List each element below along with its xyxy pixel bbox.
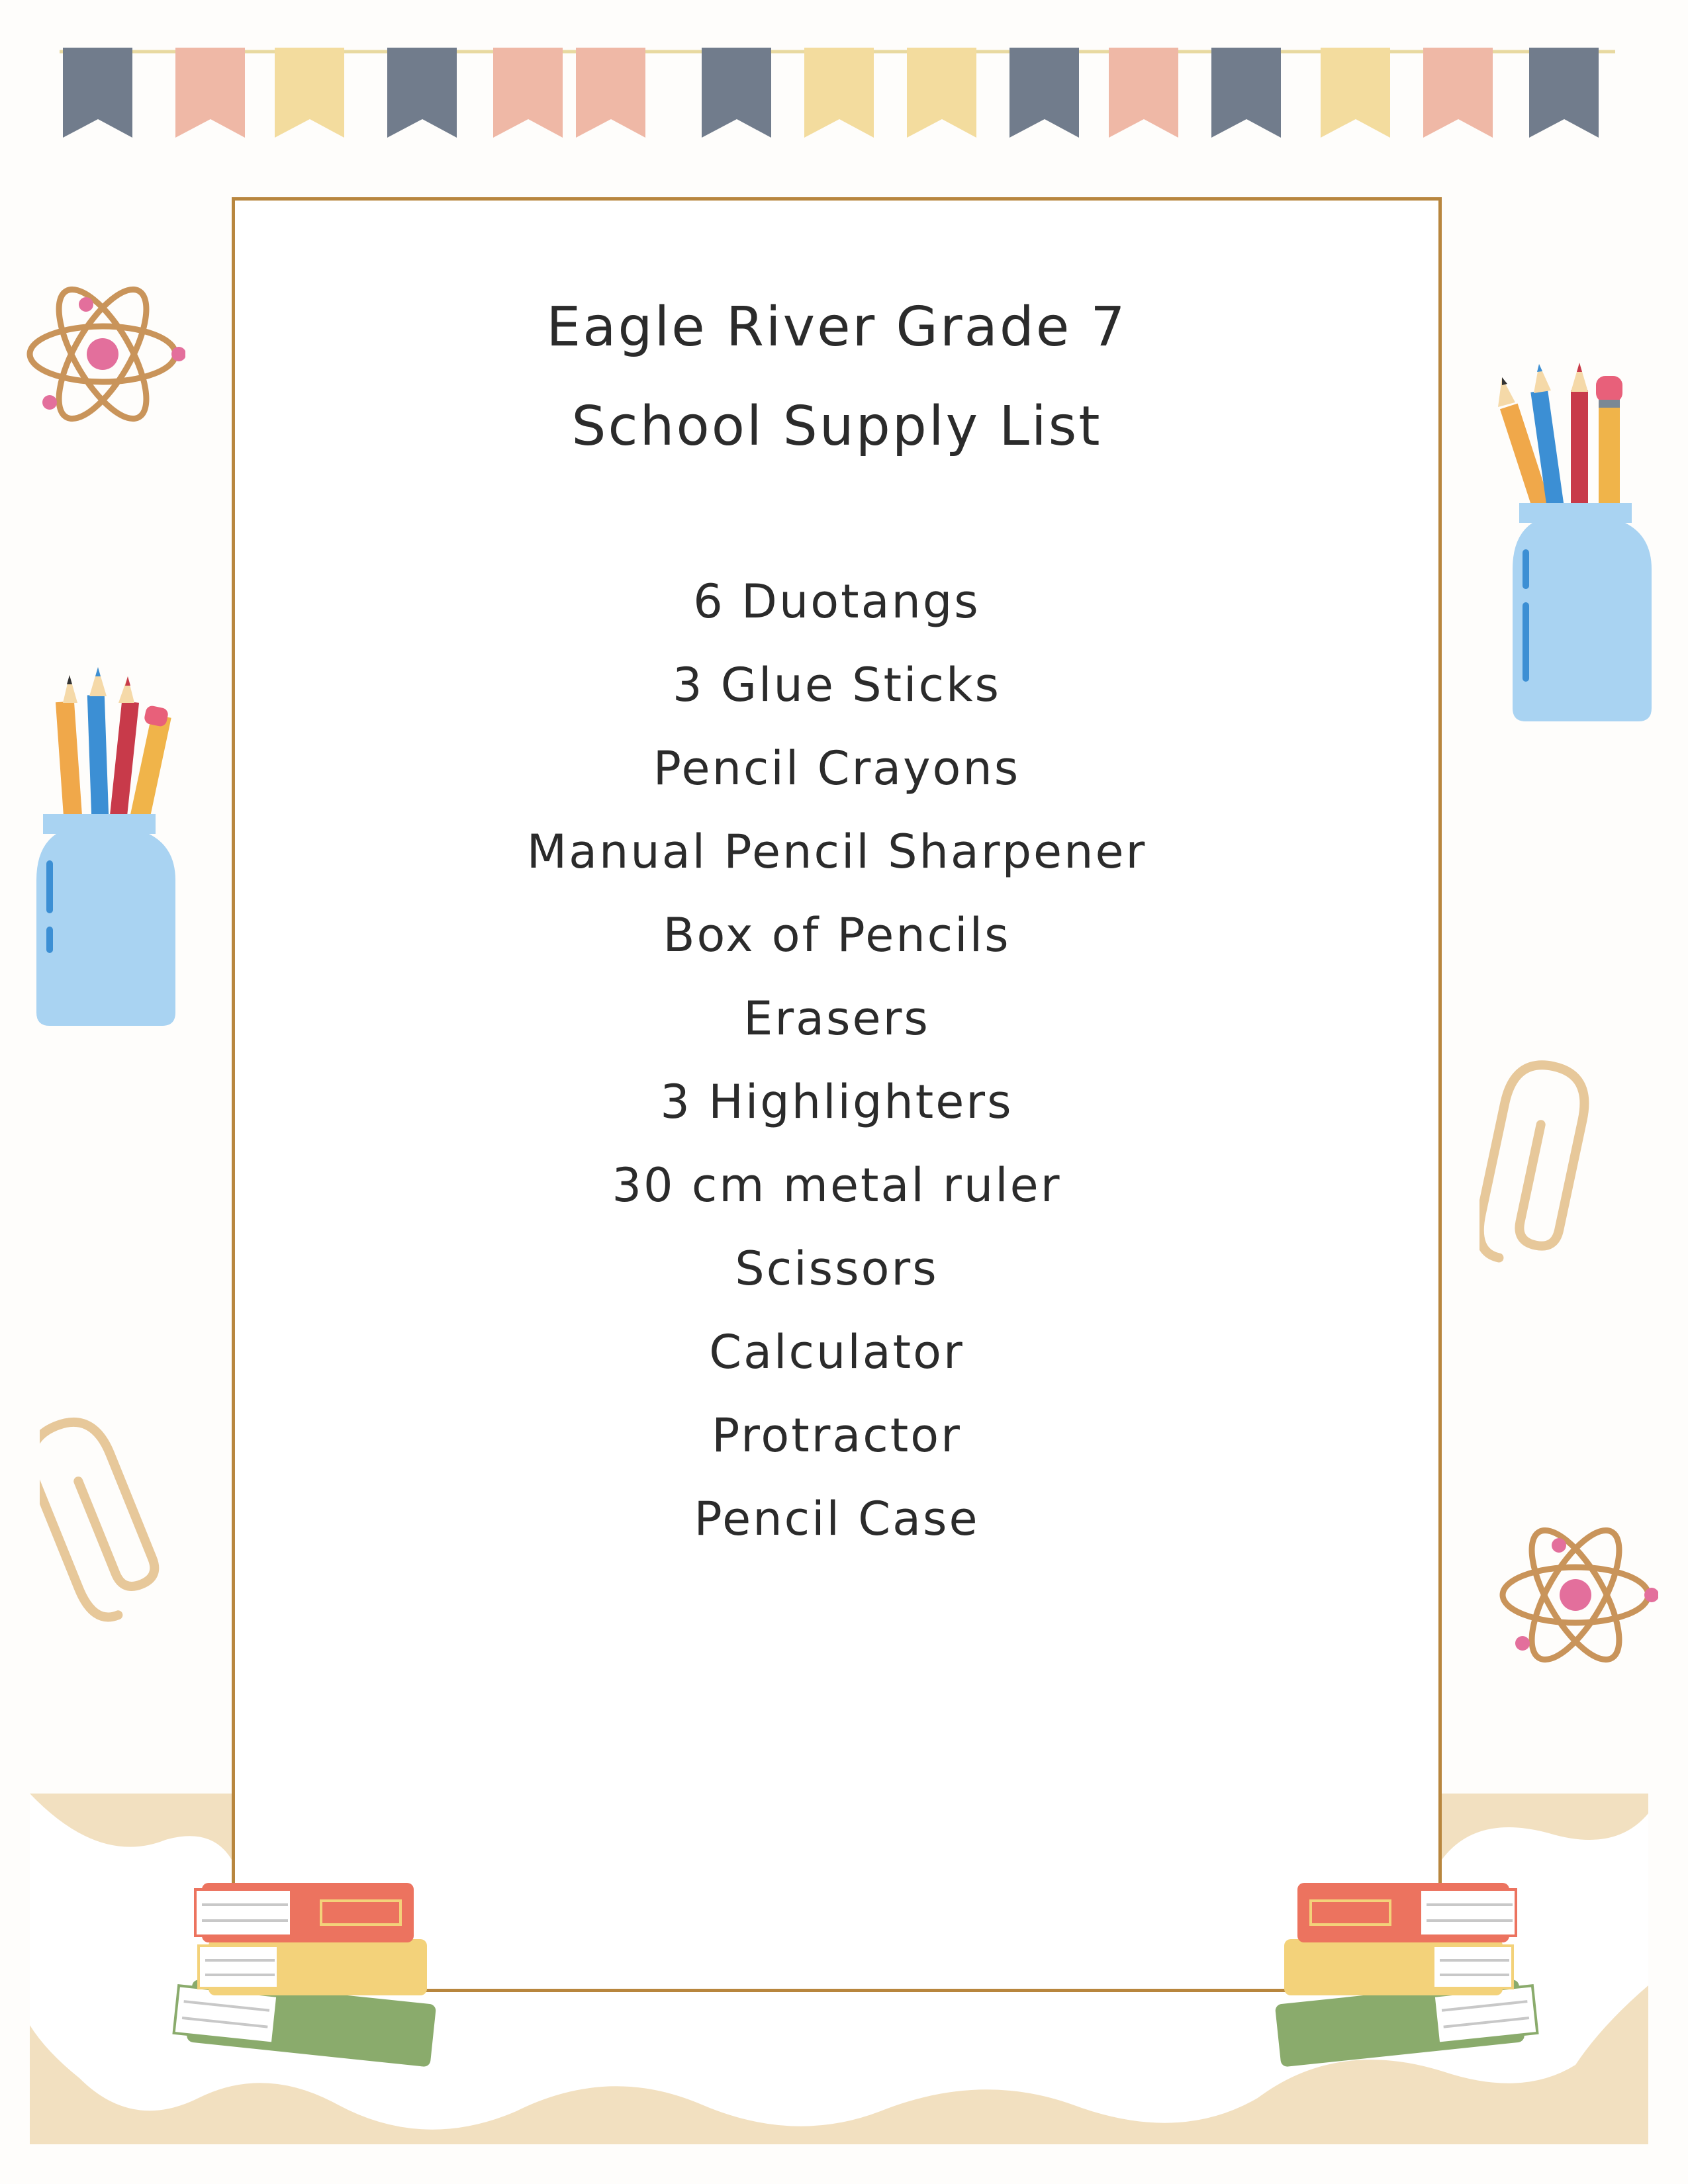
list-item: Protractor xyxy=(712,1408,962,1463)
list-item: 3 Glue Sticks xyxy=(673,658,1001,712)
list-item: 6 Duotangs xyxy=(693,574,980,629)
pencil-jar-icon xyxy=(1493,351,1665,721)
title-line-1: Eagle River Grade 7 xyxy=(546,296,1127,359)
list-item: 3 Highlighters xyxy=(660,1075,1013,1129)
paperclip-icon xyxy=(40,1403,172,1628)
list-item: Box of Pencils xyxy=(663,908,1011,962)
book-stack-icon xyxy=(1251,1846,1542,2071)
list-item: Erasers xyxy=(743,991,930,1046)
supply-list xyxy=(232,560,1442,1561)
list-item: 30 cm metal ruler xyxy=(612,1158,1062,1212)
list-item: Calculator xyxy=(709,1325,964,1379)
list-item: Manual Pencil Sharpener xyxy=(526,825,1147,879)
list-item: Pencil Crayons xyxy=(653,741,1021,796)
atom-icon xyxy=(20,258,185,450)
book-stack-icon xyxy=(169,1846,460,2071)
paperclip-icon xyxy=(1479,1052,1599,1277)
pencil-jar-icon xyxy=(23,662,195,1032)
list-item: Pencil Case xyxy=(694,1492,980,1546)
title-line-2: School Supply List xyxy=(571,395,1102,458)
atom-icon xyxy=(1493,1499,1658,1691)
list-item: Scissors xyxy=(735,1242,939,1296)
page-title xyxy=(232,278,1442,477)
bunting-flags-icon xyxy=(0,0,1688,172)
